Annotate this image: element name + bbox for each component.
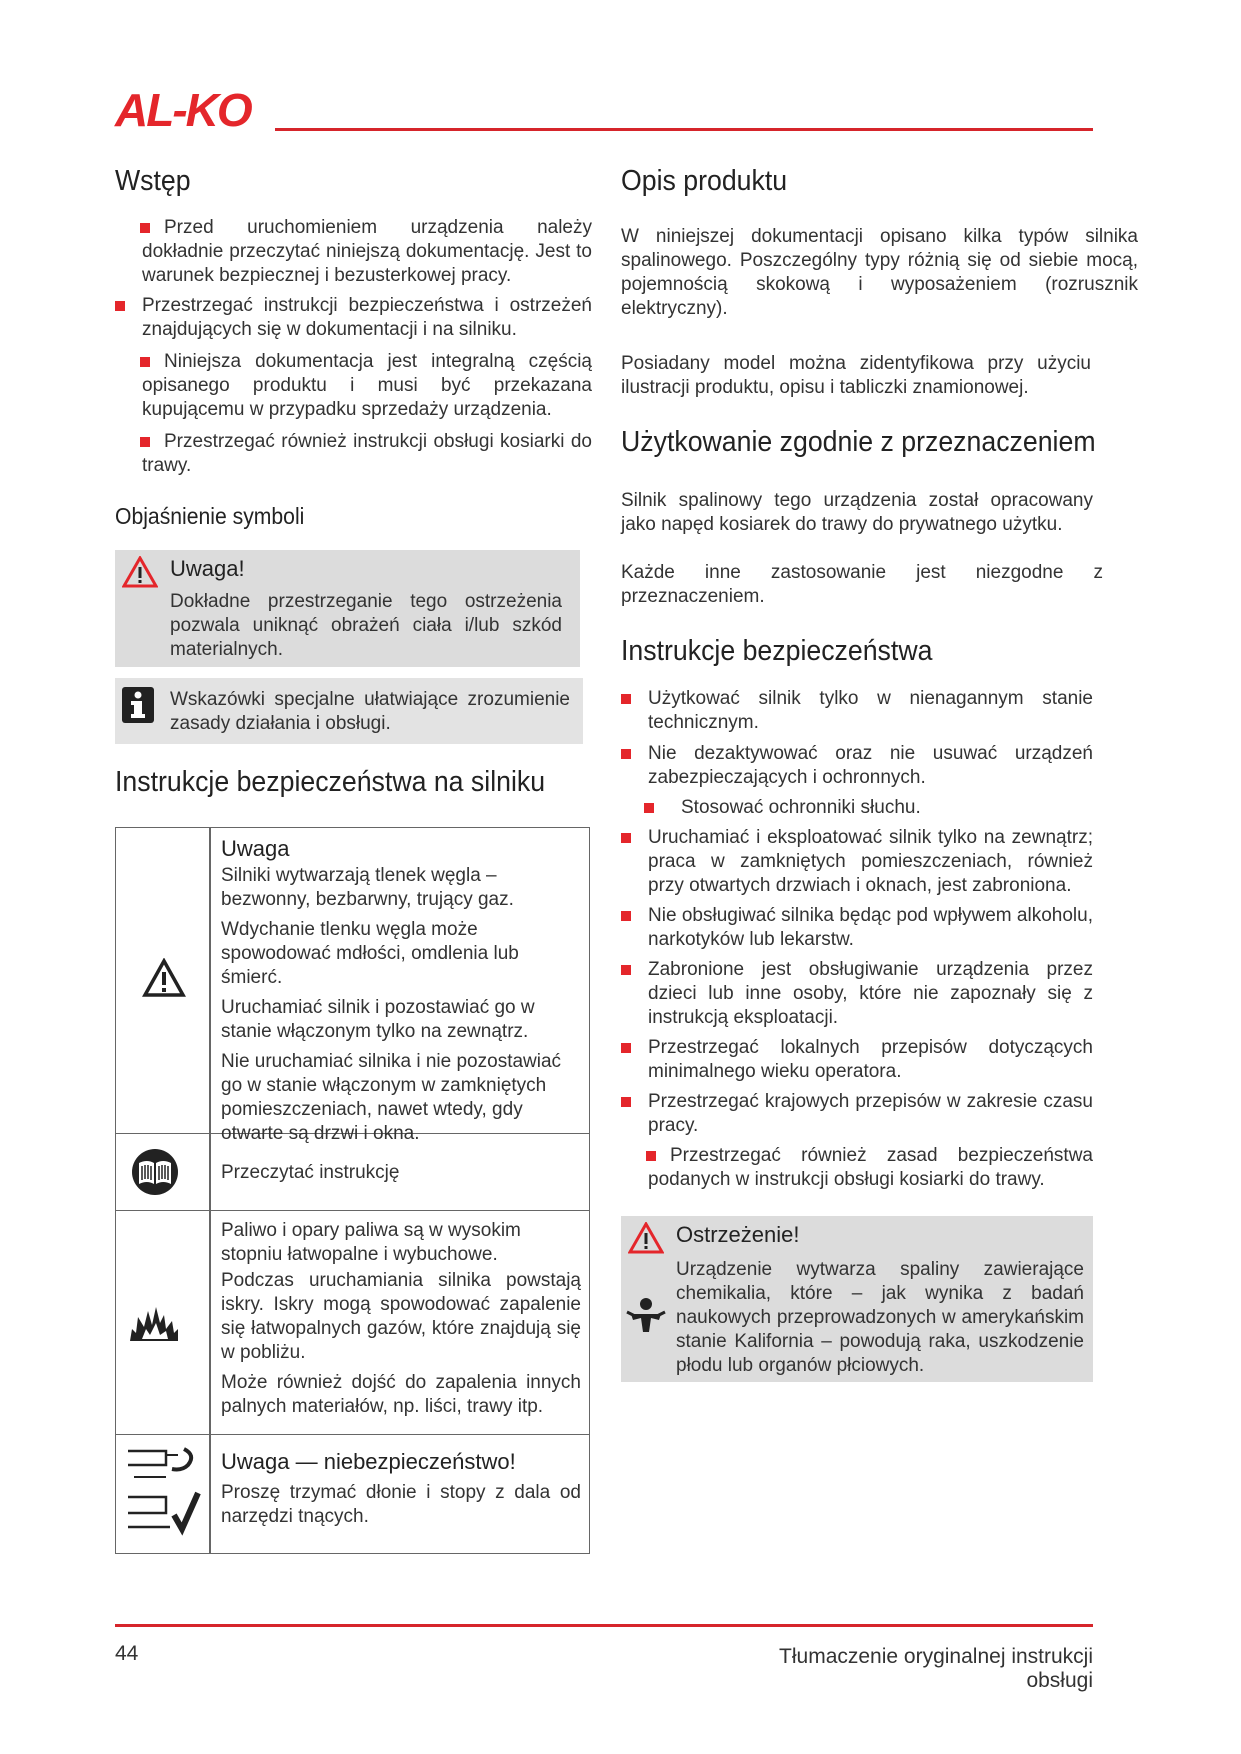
info-box xyxy=(115,678,583,744)
warning-title: Uwaga! xyxy=(170,556,245,581)
safety-bullet: Nie dezaktywować oraz nie usuwać urządzeń zabezpieczających i ochronnych. xyxy=(621,742,1093,790)
symbols-title: Objaśnienie symboli xyxy=(115,503,305,529)
row3-text: Paliwo i opary paliwa są w wysokim stopniu łatwopalne i wybuchowe. xyxy=(221,1220,521,1265)
row3-text: Może również dojść do zapalenia innych palnych materiałów, np. liści, trawy itp. xyxy=(221,1372,581,1417)
usage-title: Użytkowanie zgodnie z przeznaczeniem xyxy=(621,426,1096,458)
intro-list xyxy=(142,216,592,478)
warning-box xyxy=(115,550,580,667)
fire-icon xyxy=(128,1303,180,1343)
product-title: Opis produktu xyxy=(621,165,788,197)
row4-text: Proszę trzymać dłonie i stopy z dala od narzędzi tnących. xyxy=(221,1482,581,1527)
row2-text: Przeczytać instrukcję xyxy=(221,1162,400,1183)
warning-triangle-icon xyxy=(122,556,158,588)
row1-text: Nie uruchamiać silnika i nie pozostawiać go w stanie włączonym w zamkniętych pomieszczeniach, nawet wtedy, gdy otwarte są drzwi i okna. xyxy=(221,1051,562,1144)
info-text: Wskazówki specjalne ułatwiające zrozumienie zasady działania i obsługi. xyxy=(170,689,570,734)
intro-bullet: Przestrzegać instrukcji bezpieczeństwa i ostrzeżeń znajdujących się w dokumentacji i na silniku. xyxy=(115,294,592,342)
hands-feet-blade-icon xyxy=(126,1443,202,1543)
header-rule xyxy=(275,128,1093,131)
intro-bullet: Przestrzegać również instrukcji obsługi kosiarki do trawy. xyxy=(142,431,592,476)
warning-triangle-icon xyxy=(628,1222,664,1254)
safety-symbols-table xyxy=(115,827,590,1554)
safety-bullet: Nie obsługiwać silnika będąc pod wpływem alkoholu, narkotyków lub lekarstw. xyxy=(621,904,1093,952)
row1-text: Uruchamiać silnik i pozostawiać go w stanie włączonym tylko na zewnątrz. xyxy=(221,997,535,1042)
safety-bullet: Stosować ochronniki słuchu. xyxy=(621,796,1093,820)
table-row xyxy=(116,1211,589,1435)
safety-title: Instrukcje bezpieczeństwa xyxy=(621,635,933,667)
row1-title: Uwaga xyxy=(221,836,290,861)
safety-bullet: Przestrzegać lokalnych przepisów dotyczących minimalnego wieku operatora. xyxy=(621,1036,1093,1084)
caution-title: Ostrzeżenie! xyxy=(676,1222,800,1247)
document-title: Tłumaczenie oryginalnej instrukcji obsługi xyxy=(779,1645,1093,1692)
brand-logo: AL-KO xyxy=(115,84,251,136)
safety-bullet: Zabronione jest obsługiwanie urządzenia przez dzieci lub inne osoby, które nie zapoznały się z instrukcją eksploatacji. xyxy=(621,958,1093,1030)
page-number: 44 xyxy=(115,1642,139,1665)
safety-list xyxy=(621,687,1093,1192)
table-row xyxy=(116,1134,589,1211)
product-text: Posiadany model można zidentyfikowa przy użyciu ilustracji produktu, opisu i tabliczki znamionowej. xyxy=(621,353,1091,398)
info-icon xyxy=(122,687,154,723)
table-row xyxy=(116,1435,589,1553)
footer-rule xyxy=(115,1624,1093,1627)
read-manual-icon xyxy=(130,1148,180,1196)
warning-text: Dokładne przestrzeganie tego ostrzeżenia pozwala uniknąć obrażeń ciała i/lub szkód materialnych. xyxy=(170,591,562,660)
safety-bullet: Przestrzegać również zasad bezpieczeństwa podanych w instrukcji obsługi kosiarki do trawy. xyxy=(648,1145,1093,1190)
safety-bullet: Użytkować silnik tylko w nienagannym stanie technicznym. xyxy=(621,687,1093,735)
toxic-hazard-icon xyxy=(625,1294,667,1334)
safety-bullet: Uruchamiać i eksploatować silnik tylko na zewnątrz; praca w zamkniętych pomieszczeniach, również przy otwartych drzwiach i oknach, jest zabroniona. xyxy=(621,826,1093,898)
intro-title: Wstęp xyxy=(115,165,191,197)
product-text: W niniejszej dokumentacji opisano kilka typów silnika spalinowego. Poszczególny typy różnią się od siebie mocą, pojemnością skokową i wyposażeniem (rozrusznik elektryczny). xyxy=(621,226,1138,319)
row1-text: Wdychanie tlenku węgla może spowodować mdłości, omdlenia lub śmierć. xyxy=(221,919,519,988)
caution-box xyxy=(621,1216,1093,1382)
intro-bullet: Przed uruchomieniem urządzenia należy dokładnie przeczytać niniejszą dokumentację. Jest to warunek bezpiecznej i bezusterkowej pracy. xyxy=(142,217,592,286)
caution-text: Urządzenie wytwarza spaliny zawierające chemikalia, które – jak wynika z badań naukowych przeprowadzonych w amerykańskim stanie Kalifornia – powodują raka, uszkodzenie płodu lub organów płciowych. xyxy=(676,1259,1084,1376)
engine-safety-title: Instrukcje bezpieczeństwa na silniku xyxy=(115,766,546,798)
row1-text: Silniki wytwarzają tlenek węgla – bezwonny, bezbarwny, trujący gaz. xyxy=(221,865,514,910)
row4-title: Uwaga — niebezpieczeństwo! xyxy=(221,1449,516,1474)
usage-text: Silnik spalinowy tego urządzenia został opracowany jako napęd kosiarek do trawy do prywatnego użytku. xyxy=(621,490,1093,535)
safety-bullet: Przestrzegać krajowych przepisów w zakresie czasu pracy. xyxy=(621,1090,1093,1138)
usage-text: Każde inne zastosowanie jest niezgodne z przeznaczeniem. xyxy=(621,562,1103,607)
row3-text: Podczas uruchamiania silnika powstają iskry. Iskry mogą spowodować zapalenie się łatwopalnych gazów, które znajdują się w pobliżu. xyxy=(221,1270,581,1363)
warning-triangle-icon xyxy=(142,958,186,998)
intro-bullet: Niniejsza dokumentacja jest integralną częścią opisanego produktu i musi być przekazana kupującemu w przypadku sprzedaży urządzenia. xyxy=(142,351,592,420)
table-row xyxy=(116,828,589,1144)
